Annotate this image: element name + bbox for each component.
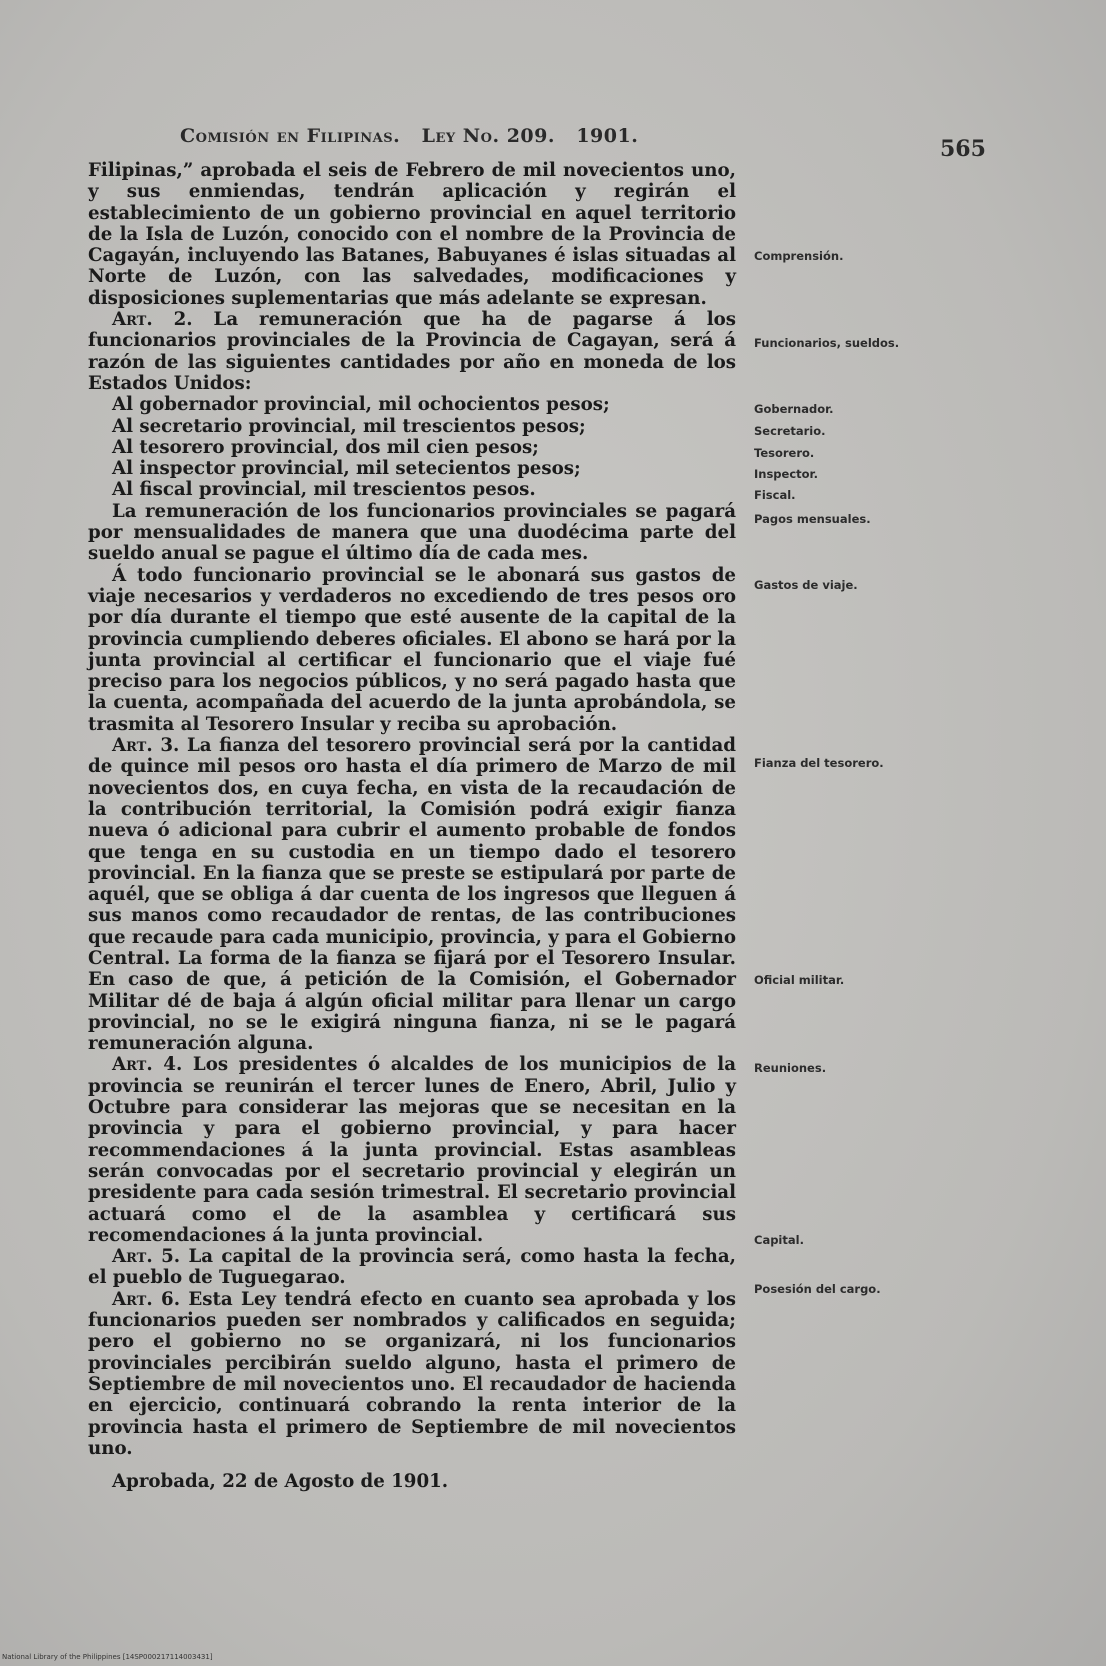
margin-note-posesion: Posesión del cargo. — [754, 1282, 881, 1296]
page-number: 565 — [940, 136, 986, 162]
margin-note-fianza: Fianza del tesorero. — [754, 756, 884, 770]
art-2-label: Art. 2. — [112, 309, 193, 331]
header-year: 1901. — [576, 125, 639, 147]
salary-secretary: Al secretario provincial, mil trescientos pesos; — [112, 415, 586, 437]
margin-note-capital: Capital. — [754, 1233, 804, 1247]
salary-governor: Al gobernador provincial, mil ochocientos pesos; — [112, 394, 610, 416]
paragraph-monthly-payments: La remuneración de los funcionarios provinciales se pagará por mensualidades de manera que una duodécima parte del sueldo anual se pague el último día de cada mes. — [88, 500, 736, 565]
art-4-text: Los presidentes ó alcaldes de los municipios de la provincia se reunirán el tercer lunes de Enero, Abril, Julio y Octubre para considerar las mejoras que se necesitan en la provincia y para el gobierno provincial, y para hacer recommendaciones á la junta provincial. Estas asambleas serán convocadas por el secretario provincial y elegirán un presidente para cada sesión trimestral. El secretario provincial actuará como el de la asamblea y certificará sus recomendaciones á la junta provincial. — [88, 1054, 736, 1246]
paragraph-art-5 — [88, 1246, 736, 1289]
margin-note-secretario: Secretario. — [754, 424, 826, 438]
margin-note-inspector: Inspector. — [754, 467, 818, 481]
header-law-number: Ley No. 209. — [421, 125, 555, 147]
art-6-text: Esta Ley tendrá efecto en cuanto sea aprobada y los funcionarios pueden ser nombrados y calificados en seguida; pero el gobierno no se organizará, ni los funcionarios provinciales percibirán sueldo alguno, hasta el primero de Septiembre de mil novecientos uno. El recaudador de hacienda en ejercicio, continuará cobrando la renta interior de la provincia hasta el primero de Septiembre de mil novecientos uno. — [88, 1288, 736, 1459]
art-5-label: Art. 5. — [112, 1246, 181, 1268]
salary-treasurer: Al tesorero provincial, dos mil cien pesos; — [112, 436, 539, 458]
margin-note-pagos: Pagos mensuales. — [754, 512, 871, 526]
salary-fiscal: Al fiscal provincial, mil trescientos pesos. — [112, 479, 536, 501]
paragraph-art-2 — [88, 309, 736, 394]
margin-note-oficial: Oficial militar. — [754, 973, 845, 987]
body-text — [88, 160, 736, 1492]
margin-note-reuniones: Reuniones. — [754, 1061, 827, 1075]
art-5-text: La capital de la provincia será, como hasta la fecha, el pueblo de Tuguegarao. — [88, 1246, 736, 1289]
scan-credit: National Library of the Philippines [14SP000217114003431] — [2, 1653, 213, 1661]
approval-date: Aprobada, 22 de Agosto de 1901. — [112, 1471, 449, 1493]
margin-note-gastos: Gastos de viaje. — [754, 578, 858, 592]
margin-note-tesorero: Tesorero. — [754, 446, 815, 460]
paragraph-art-4 — [88, 1054, 736, 1246]
paragraph-travel-expenses: Á todo funcionario provincial se le abonará sus gastos de viaje necesarios y verdaderos no excediendo de tres pesos oro por día durante el tiempo que esté ausente de la capital de la provincia cumpliendo deberes oficiales. El abono se hará por la junta provincial al certificar el funcionario que el viaje fué preciso para los negocios públicos, y no será pagado hasta que la cuenta, acompañada del acuerdo de la junta aprobándola, se trasmita al Tesorero Insular y reciba su aprobación. — [88, 564, 736, 735]
paragraph-art-3 — [88, 735, 736, 1054]
margin-note-gobernador: Gobernador. — [754, 402, 834, 416]
margin-note-comprension: Comprensión. — [754, 249, 844, 263]
margin-note-fiscal: Fiscal. — [754, 488, 796, 502]
art-3-label: Art. 3. — [112, 735, 180, 757]
margin-note-funcionarios: Funcionarios, sueldos. — [754, 336, 900, 350]
header-commission: Comisión en Filipinas. — [180, 125, 401, 147]
art-3-text: La fianza del tesorero provincial será por la cantidad de quince mil pesos oro hasta el día primero de Marzo de mil novecientos dos, en cuya fecha, en vista de la recaudación de la contribución territorial, la Comisión podrá exigir fianza nueva ó adicional para cubrir el aumento probable de fondos que tenga en su custodia en un tiempo dado el tesorero provincial. En la fianza que se preste se estipulará por parte de aquél, que se obliga á dar cuenta de los ingresos que lleguen á sus manos como recaudador de rentas, de las contribuciones que recaude para cada municipio, provincia, y para el Gobierno Central. La forma de la fianza se fijará por el Tesorero Insular. En caso de que, á petición de la Comisión, el Gobernador Militar dé de baja á algún oficial militar para llenar un cargo provincial, no se le exigirá ninguna fianza, ni se le pagará remuneración alguna. — [88, 735, 737, 1055]
running-header — [180, 125, 840, 147]
salary-inspector: Al inspector provincial, mil setecientos pesos; — [112, 458, 581, 480]
art-6-label: Art. 6. — [112, 1288, 181, 1310]
paragraph-art-6 — [88, 1289, 736, 1459]
art-4-label: Art. 4. — [112, 1054, 183, 1076]
paragraph-intro: Filipinas,” aprobada el seis de Febrero de mil novecientos uno, y sus enmiendas, tendrán aplicación y regirán el establecimiento de un gobierno provincial en aquel territorio de la Isla de Luzón, conocido con el nombre de la Provincia de Cagayán, incluyendo las Batanes, Babuyanes é islas situadas al Norte de Luzón, con las salvedades, modificaciones y disposiciones suplementarias que más adelante se expresan. — [88, 160, 736, 309]
art-2-text: La remuneración que ha de pagarse á los funcionarios provinciales de la Provincia de Cagayan, será á razón de las siguientes cantidades por año en moneda de los Estados Unidos: — [88, 309, 736, 394]
